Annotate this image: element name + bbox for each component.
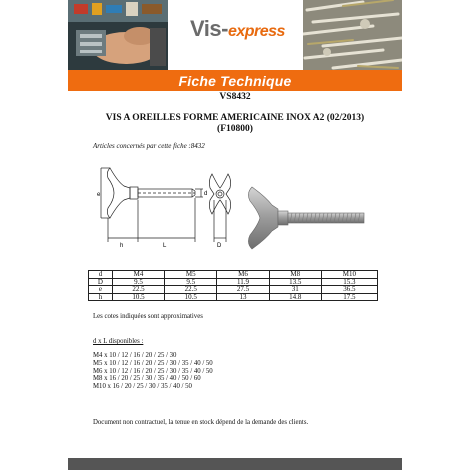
label-h: h <box>120 243 124 249</box>
screws-photo <box>303 0 402 70</box>
available-sizes-title: d x L disponibles : <box>93 338 144 345</box>
brand-logo: Vis-express <box>190 16 285 41</box>
size-line: M10 x 16 / 20 / 25 / 30 / 35 / 40 / 50 <box>93 383 192 391</box>
table-cell: 13.5 <box>269 278 321 286</box>
disclaimer: Document non contractuel, la tenue en stock dépend de la demande des clients. <box>93 419 309 426</box>
product-title-line1: VIS A OREILLES FORME AMERICAINE INOX A2 (02/2013) <box>105 113 365 123</box>
table-cell: e <box>89 286 113 294</box>
table-cell: 27.5 <box>217 286 269 294</box>
table-header-cell: M10 <box>321 271 377 279</box>
product-reference: VS8432 <box>219 92 251 102</box>
table-header-row <box>89 271 378 279</box>
label-d: d <box>204 191 208 197</box>
table-cell: 9.5 <box>165 278 217 286</box>
table-header-cell: M6 <box>217 271 269 279</box>
table-cell: 10.5 <box>112 293 164 301</box>
table-cell: 22.5 <box>165 286 217 294</box>
product-title-line2: (F10800) <box>217 124 253 134</box>
table-row <box>89 293 378 301</box>
table-cell: 15.3 <box>321 278 377 286</box>
table-cell: 17.5 <box>321 293 377 301</box>
available-sizes-list <box>93 352 213 391</box>
label-L: L <box>163 243 167 249</box>
concerned-articles: Articles concernés par cette fiche :8432 <box>93 142 205 150</box>
datasheet-page <box>68 0 402 470</box>
label-D: D <box>217 243 222 249</box>
header <box>68 0 402 70</box>
table-cell: 14.8 <box>269 293 321 301</box>
table-cell: 10.5 <box>165 293 217 301</box>
table-cell: 36.5 <box>321 286 377 294</box>
table-cell: 22.5 <box>112 286 164 294</box>
size-line: M6 x 10 / 12 / 16 / 20 / 25 / 30 / 35 / 40 / 50 <box>93 367 213 375</box>
approx-note: Les cotes indiquées sont approximatives <box>93 313 203 320</box>
banner-title: Fiche Technique <box>178 72 292 89</box>
table-header-cell: M8 <box>269 271 321 279</box>
table-cell: D <box>89 278 113 286</box>
table-cell: 11.9 <box>217 278 269 286</box>
table-header-cell: M5 <box>165 271 217 279</box>
table-cell: h <box>89 293 113 301</box>
technical-drawing <box>96 158 236 250</box>
table-cell: 9.5 <box>112 278 164 286</box>
table-cell: 13 <box>217 293 269 301</box>
size-line: M5 x 10 / 12 / 16 / 20 / 25 / 30 / 35 / 40 / 50 <box>93 359 213 367</box>
workshop-photo <box>68 0 168 70</box>
table-cell: 31 <box>269 286 321 294</box>
table-header-cell: M4 <box>112 271 164 279</box>
size-line: M4 x 10 / 12 / 16 / 20 / 25 / 30 <box>93 352 177 359</box>
product-title <box>78 113 392 135</box>
brand-zone <box>168 0 303 70</box>
footer-bar <box>68 458 402 470</box>
table-header-cell: d <box>89 271 113 279</box>
banner <box>68 70 402 91</box>
label-e: e <box>97 192 101 198</box>
wing-screw-photo <box>244 183 369 253</box>
dimensions-table <box>88 270 378 301</box>
size-line: M8 x 16 / 20 / 25 / 30 / 35 / 40 / 50 / 60 <box>93 375 201 383</box>
